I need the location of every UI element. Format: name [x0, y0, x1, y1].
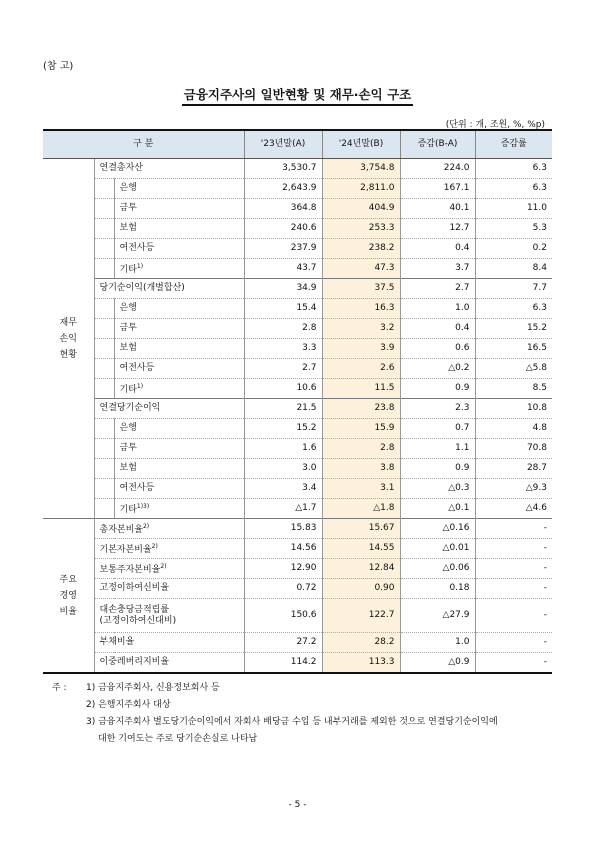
value-2023: 2.7 — [244, 359, 322, 379]
sub-label — [114, 259, 244, 279]
sub-label — [114, 439, 244, 459]
value-rate: 16.5 — [475, 339, 552, 359]
value-2024: 3.8 — [322, 459, 400, 479]
value-change: 0.6 — [400, 339, 475, 359]
row-label-text: 총자본비율 — [99, 525, 143, 535]
value-2024: 37.5 — [322, 279, 400, 299]
value-2023: 2,643.9 — [244, 179, 322, 199]
value-2023: 0.72 — [244, 579, 322, 599]
value-2024: 47.3 — [322, 259, 400, 279]
value-change: 1.0 — [400, 299, 475, 319]
sub-label — [114, 459, 244, 479]
value-change: 3.7 — [400, 259, 475, 279]
value-2023: 364.8 — [244, 199, 322, 219]
indent-cell — [94, 479, 114, 499]
sub-label — [114, 339, 244, 359]
sub-label — [114, 479, 244, 499]
ratio-label — [94, 633, 244, 653]
value-2024: 122.7 — [322, 599, 400, 633]
row-label-text: 금투 — [119, 323, 137, 333]
value-2023: 3.3 — [244, 339, 322, 359]
value-change: △0.1 — [400, 499, 475, 519]
row-label-text: 여전사등 — [119, 363, 155, 373]
indent-cell — [94, 439, 114, 459]
row-label-text: 연결당기순이익 — [99, 403, 161, 413]
table-row — [43, 479, 552, 499]
value-change: 1.0 — [400, 633, 475, 653]
sub-label — [114, 239, 244, 259]
table-row — [43, 633, 552, 653]
value-2023: 15.2 — [244, 419, 322, 439]
section-label-finance: 재무 손익 현황 — [43, 159, 94, 519]
sub-label — [114, 359, 244, 379]
value-2023: 3.0 — [244, 459, 322, 479]
value-change: 2.7 — [400, 279, 475, 299]
value-rate: 5.3 — [475, 219, 552, 239]
indent-cell — [94, 219, 114, 239]
value-rate: △5.8 — [475, 359, 552, 379]
group-label — [94, 159, 244, 179]
indent-cell — [94, 419, 114, 439]
value-2024: 23.8 — [322, 399, 400, 419]
header-category: 구 분 — [43, 130, 244, 159]
table-row — [43, 379, 552, 399]
value-2024: 3.9 — [322, 339, 400, 359]
row-label-text: 기타 — [119, 385, 137, 395]
value-2023: 15.83 — [244, 519, 322, 539]
ratio-label — [94, 579, 244, 599]
table-row — [43, 459, 552, 479]
value-change: 0.9 — [400, 379, 475, 399]
row-label-text: 고정이하여신비율 — [99, 583, 170, 593]
table-row — [43, 179, 552, 199]
group-label — [94, 279, 244, 299]
value-rate: - — [475, 559, 552, 579]
ratio-label — [94, 599, 244, 633]
value-2023: 14.56 — [244, 539, 322, 559]
value-2023: 114.2 — [244, 653, 322, 674]
table-row — [43, 499, 552, 519]
value-rate: 6.3 — [475, 159, 552, 179]
footnote-3: 3) 금융지주회사 별도당기순이익에서 자회사 배당금 수입 등 내부거래를 제외한 것으로 연결당기순이익에 — [86, 717, 498, 727]
row-label-text: 이중레버리지비율 — [99, 657, 170, 667]
indent-cell — [94, 259, 114, 279]
value-2024: 2.6 — [322, 359, 400, 379]
row-label-text: 은행 — [119, 303, 137, 313]
page-title — [0, 85, 595, 103]
table-row — [43, 399, 552, 419]
value-change: 0.18 — [400, 579, 475, 599]
table-row — [43, 199, 552, 219]
value-2024: 404.9 — [322, 199, 400, 219]
value-rate: 7.7 — [475, 279, 552, 299]
value-rate: - — [475, 599, 552, 633]
value-change: 0.4 — [400, 239, 475, 259]
value-2023: 150.6 — [244, 599, 322, 633]
value-2024: 238.2 — [322, 239, 400, 259]
row-label-text-line2: (고정이하여신대비) — [99, 615, 177, 626]
value-change: △0.01 — [400, 539, 475, 559]
table-row — [43, 653, 552, 674]
row-label-text: 은행 — [119, 423, 137, 433]
row-label-text: 당기순이익(개별합산) — [99, 283, 185, 293]
indent-cell — [94, 299, 114, 319]
value-change: 0.4 — [400, 319, 475, 339]
row-label-text: 보험 — [119, 343, 137, 353]
indent-cell — [94, 459, 114, 479]
value-2023: 10.6 — [244, 379, 322, 399]
page-number: - 5 - — [288, 800, 307, 810]
value-change: △0.2 — [400, 359, 475, 379]
table-row — [43, 519, 552, 539]
value-2024: 0.90 — [322, 579, 400, 599]
footnote-3-cont: 대한 기여도는 주로 당기순손실로 나타남 — [98, 734, 258, 744]
value-change: 40.1 — [400, 199, 475, 219]
indent-cell — [94, 239, 114, 259]
row-label-text: 기본자본비율 — [99, 545, 152, 555]
value-rate: 8.4 — [475, 259, 552, 279]
value-2023: 3.4 — [244, 479, 322, 499]
value-rate: 4.8 — [475, 419, 552, 439]
value-2023: 3,530.7 — [244, 159, 322, 179]
value-change: △0.9 — [400, 653, 475, 674]
value-2024: 3.1 — [322, 479, 400, 499]
row-label-text: 기타 — [119, 265, 137, 275]
value-2024: 16.3 — [322, 299, 400, 319]
sub-label — [114, 219, 244, 239]
ratio-label — [94, 559, 244, 579]
row-label-text: 금투 — [119, 443, 137, 453]
header-col-2023: '23년말(A) — [244, 130, 322, 159]
unit-label: (단위 : 개, 조원, %, %p) — [445, 120, 545, 130]
value-rate: △9.3 — [475, 479, 552, 499]
value-change: 167.1 — [400, 179, 475, 199]
footnote-prefix: 주 : — [52, 683, 67, 693]
value-2024: 253.3 — [322, 219, 400, 239]
table-row — [43, 219, 552, 239]
footnote-1: 1) 금융지주회사, 신용정보회사 등 — [86, 683, 220, 693]
footnote-marker: 2) — [142, 523, 150, 530]
value-rate: 6.3 — [475, 299, 552, 319]
sub-label — [114, 179, 244, 199]
value-2024: 11.5 — [322, 379, 400, 399]
header-col-change: 증감(B-A) — [400, 130, 475, 159]
value-change: △0.3 — [400, 479, 475, 499]
value-2024: 3,754.8 — [322, 159, 400, 179]
indent-cell — [94, 339, 114, 359]
footnote-marker: 1)3) — [136, 503, 150, 510]
value-2023: 1.6 — [244, 439, 322, 459]
footnote-marker: 2) — [160, 563, 167, 570]
table-row — [43, 259, 552, 279]
indent-cell — [94, 199, 114, 219]
financial-table — [43, 129, 552, 674]
table-row — [43, 359, 552, 379]
value-2023: 240.6 — [244, 219, 322, 239]
value-2024: 15.67 — [322, 519, 400, 539]
value-change: △0.06 — [400, 559, 475, 579]
value-2023: △1.7 — [244, 499, 322, 519]
value-2023: 34.9 — [244, 279, 322, 299]
footnote-marker: 1) — [136, 383, 144, 390]
value-rate: △4.6 — [475, 499, 552, 519]
footnote-2: 2) 은행지주회사 대상 — [86, 700, 171, 710]
value-2024: 28.2 — [322, 633, 400, 653]
value-2023: 2.8 — [244, 319, 322, 339]
indent-cell — [94, 359, 114, 379]
row-label-text: 연결총자산 — [99, 163, 143, 173]
footnote-marker: 1) — [136, 263, 144, 270]
value-rate: 8.5 — [475, 379, 552, 399]
value-change: △27.9 — [400, 599, 475, 633]
ratio-label — [94, 519, 244, 539]
table-row — [43, 539, 552, 559]
indent-cell — [94, 179, 114, 199]
value-rate: 28.7 — [475, 459, 552, 479]
value-2023: 43.7 — [244, 259, 322, 279]
value-rate: 11.0 — [475, 199, 552, 219]
table-row — [43, 159, 552, 179]
header-col-rate: 증감률 — [475, 130, 552, 159]
value-rate: - — [475, 633, 552, 653]
value-2023: 27.2 — [244, 633, 322, 653]
table-row — [43, 339, 552, 359]
value-change: 224.0 — [400, 159, 475, 179]
table-row — [43, 419, 552, 439]
value-2024: △1.8 — [322, 499, 400, 519]
value-2024: 15.9 — [322, 419, 400, 439]
row-label-text: 대손충당금적립률 — [99, 604, 170, 615]
table-row — [43, 299, 552, 319]
section-label-ratio: 주요 경영 비율 — [43, 519, 94, 674]
indent-cell — [94, 499, 114, 519]
value-rate: - — [475, 579, 552, 599]
sub-label — [114, 379, 244, 399]
value-2024: 14.55 — [322, 539, 400, 559]
table-body — [43, 159, 552, 674]
group-label — [94, 399, 244, 419]
value-rate: - — [475, 653, 552, 674]
row-label-text: 보험 — [119, 223, 137, 233]
row-label-text: 기타 — [119, 505, 137, 515]
sub-label — [114, 319, 244, 339]
table-row — [43, 319, 552, 339]
reference-label: (참 고) — [43, 61, 74, 72]
value-rate: - — [475, 519, 552, 539]
row-label-text: 보통주자본비율 — [99, 565, 161, 575]
row-label-text: 여전사등 — [119, 483, 155, 493]
value-rate: 10.8 — [475, 399, 552, 419]
sub-label — [114, 499, 244, 519]
footnote-marker: 2) — [151, 543, 158, 550]
value-2024: 12.84 — [322, 559, 400, 579]
value-2023: 12.90 — [244, 559, 322, 579]
sub-label — [114, 299, 244, 319]
value-change: 1.1 — [400, 439, 475, 459]
value-2024: 2.8 — [322, 439, 400, 459]
row-label-text: 부채비율 — [99, 637, 135, 647]
indent-cell — [94, 379, 114, 399]
ratio-label — [94, 653, 244, 674]
value-change: △0.16 — [400, 519, 475, 539]
row-label-text: 보험 — [119, 463, 137, 473]
sub-label — [114, 199, 244, 219]
header-col-2024: '24년말(B) — [322, 130, 400, 159]
value-2024: 113.3 — [322, 653, 400, 674]
page-title-text: 금융지주사의 일반현황 및 재무·손익 구조 — [182, 87, 413, 106]
value-rate: 6.3 — [475, 179, 552, 199]
table-row — [43, 239, 552, 259]
value-change: 2.3 — [400, 399, 475, 419]
value-2024: 3.2 — [322, 319, 400, 339]
table-row — [43, 599, 552, 633]
indent-cell — [94, 319, 114, 339]
row-label-text: 은행 — [119, 183, 137, 193]
value-2023: 21.5 — [244, 399, 322, 419]
sub-label — [114, 419, 244, 439]
row-label-text: 금투 — [119, 203, 137, 213]
value-2024: 2,811.0 — [322, 179, 400, 199]
table-row — [43, 579, 552, 599]
value-rate: 15.2 — [475, 319, 552, 339]
ratio-label — [94, 539, 244, 559]
table-row — [43, 559, 552, 579]
value-2023: 15.4 — [244, 299, 322, 319]
value-rate: 70.8 — [475, 439, 552, 459]
table-row — [43, 439, 552, 459]
table-header-row — [43, 130, 552, 159]
value-2023: 237.9 — [244, 239, 322, 259]
footnotes — [52, 680, 498, 748]
table-row — [43, 279, 552, 299]
value-change: 0.9 — [400, 459, 475, 479]
value-change: 12.7 — [400, 219, 475, 239]
value-rate: - — [475, 539, 552, 559]
value-change: 0.7 — [400, 419, 475, 439]
row-label-text: 여전사등 — [119, 243, 155, 253]
value-rate: 0.2 — [475, 239, 552, 259]
